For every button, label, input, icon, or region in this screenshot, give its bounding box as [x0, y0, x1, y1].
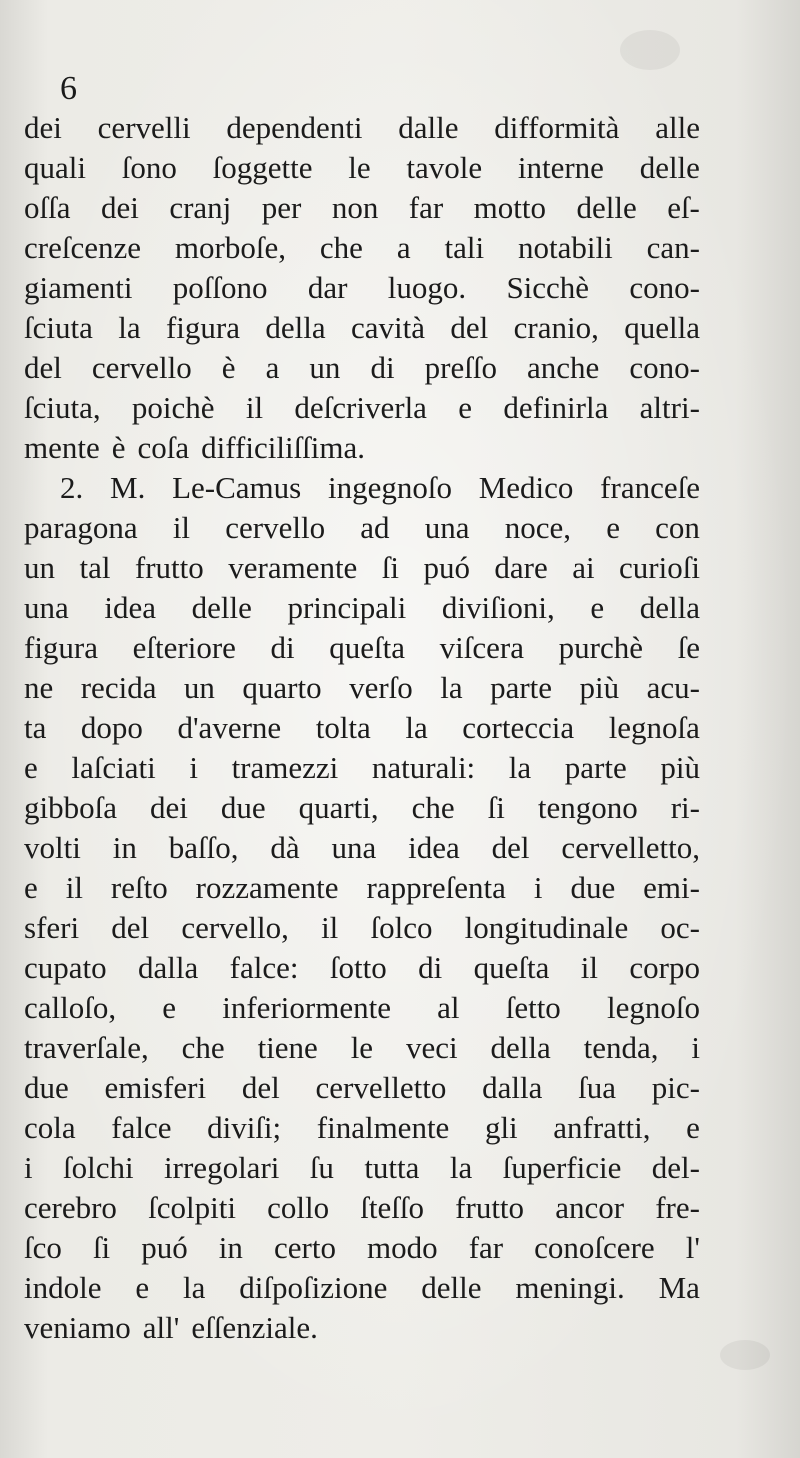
word: altri-	[639, 390, 700, 425]
word: tutta	[364, 1150, 420, 1185]
word: due	[570, 870, 616, 905]
word: un	[24, 550, 55, 585]
word: le	[348, 150, 371, 185]
word: ta	[24, 710, 47, 745]
word: oc-	[660, 910, 700, 945]
word: emisferi	[104, 1070, 207, 1105]
word: la	[449, 1150, 473, 1185]
word: 2.	[60, 470, 84, 505]
word: di	[418, 950, 443, 985]
word: puó	[141, 1230, 188, 1265]
text-line	[24, 668, 700, 708]
text-line	[24, 308, 700, 348]
word: frutto	[455, 1190, 525, 1225]
word: della	[639, 590, 700, 625]
text-line	[24, 548, 700, 588]
word: tali	[444, 230, 485, 265]
word: interne	[517, 150, 604, 185]
word: ſu	[309, 1150, 334, 1185]
word: modo	[367, 1230, 438, 1265]
word: la	[183, 1270, 206, 1305]
word: certo	[273, 1230, 336, 1265]
word: dependenti	[226, 110, 363, 145]
word: rappreſenta	[366, 870, 506, 905]
word: con	[655, 510, 700, 545]
word: noce,	[504, 510, 571, 545]
word: eſteriore	[132, 630, 236, 665]
word: paragona	[24, 510, 138, 545]
word: falce:	[229, 950, 299, 985]
word: è	[111, 430, 126, 465]
word: cupato	[24, 950, 107, 985]
word: un	[309, 350, 341, 385]
text-line	[24, 148, 700, 188]
paper-stain	[720, 1340, 770, 1370]
text-line	[24, 1268, 700, 1308]
word: definirla	[503, 390, 609, 425]
word: ſetto	[505, 990, 561, 1025]
word: cranio,	[513, 310, 599, 345]
word: il	[245, 390, 264, 425]
word: oſſa	[24, 190, 71, 225]
word: e	[162, 990, 177, 1025]
word: della	[490, 1030, 551, 1065]
word: collo	[267, 1190, 330, 1225]
word: più	[579, 670, 620, 705]
word: dopo	[80, 710, 143, 745]
text-line	[24, 588, 700, 628]
word: corpo	[629, 950, 700, 985]
word: ſua	[578, 1070, 616, 1105]
word: del	[241, 1070, 280, 1105]
word: legnoſa	[608, 710, 700, 745]
word: due	[24, 1070, 69, 1105]
word: eſſenziale.	[191, 1310, 318, 1345]
word: tiene	[257, 1030, 318, 1065]
word: delle	[191, 590, 252, 625]
word: dei	[149, 790, 188, 825]
word: una	[24, 590, 69, 625]
word: Medico	[478, 470, 574, 505]
word: cervelletto,	[561, 830, 700, 865]
word: alle	[655, 110, 700, 145]
word: il	[65, 870, 83, 905]
word: cervelli	[97, 110, 191, 145]
word: longitudinale	[464, 910, 629, 945]
word: veramente	[228, 550, 358, 585]
word: un	[183, 670, 215, 705]
text-line	[24, 908, 700, 948]
word: idea	[104, 590, 157, 625]
text-line	[24, 1108, 700, 1148]
word: del-	[651, 1150, 700, 1185]
word: principali	[287, 590, 407, 625]
word: queſta	[473, 950, 550, 985]
word: due	[220, 790, 266, 825]
word: ſe	[677, 630, 700, 665]
text-line	[24, 1148, 700, 1188]
word: idea	[408, 830, 460, 865]
word: di	[370, 350, 395, 385]
word: gli	[484, 1110, 518, 1145]
word: eſ-	[667, 190, 700, 225]
word: l'	[685, 1230, 700, 1265]
word: puó	[423, 550, 470, 585]
text-line	[24, 1228, 700, 1268]
word: ſciuta	[24, 310, 93, 345]
word: al	[437, 990, 460, 1025]
text-line	[24, 708, 700, 748]
word: curioſi	[619, 550, 700, 585]
word: difficiliſſima.	[201, 430, 366, 465]
word: veci	[405, 1030, 458, 1065]
word: reſto	[110, 870, 168, 905]
word: cervello	[225, 510, 326, 545]
word: in	[218, 1230, 243, 1265]
text-line	[24, 1028, 700, 1068]
word: ſcolpiti	[148, 1190, 236, 1225]
word: legnoſo	[607, 990, 700, 1025]
word: tenda,	[583, 1030, 659, 1065]
word: ne	[24, 670, 54, 705]
word: deſcriverla	[294, 390, 427, 425]
word: d'averne	[177, 710, 282, 745]
word: dalla	[138, 950, 199, 985]
word: in	[112, 830, 137, 865]
word: falce	[111, 1110, 172, 1145]
word: ſi	[381, 550, 400, 585]
word: tolta	[315, 710, 371, 745]
word: franceſe	[600, 470, 700, 505]
word: più	[660, 750, 700, 785]
word: i	[691, 1030, 700, 1065]
word: il	[172, 510, 191, 545]
word: recida	[80, 670, 157, 705]
word: dei	[24, 110, 62, 145]
word: can-	[646, 230, 700, 265]
word: parte	[490, 670, 553, 705]
word: del	[24, 350, 62, 385]
word: parte	[564, 750, 627, 785]
word: ingegnoſo	[327, 470, 452, 505]
word: della	[265, 310, 326, 345]
text-line	[24, 988, 700, 1028]
word: diſpoſizione	[239, 1270, 388, 1305]
word: che	[181, 1030, 225, 1065]
word: i	[533, 870, 543, 905]
word: purchè	[558, 630, 643, 665]
text-line	[24, 1188, 700, 1228]
word: luogo.	[387, 270, 467, 305]
word: tengono	[537, 790, 638, 825]
word: quarto	[242, 670, 322, 705]
word: il	[321, 910, 339, 945]
word: M.	[110, 470, 146, 505]
word: diviſioni,	[441, 590, 555, 625]
word: giamenti	[24, 270, 133, 305]
word: figura	[165, 310, 241, 345]
word: dalla	[482, 1070, 543, 1105]
word: motto	[473, 190, 546, 225]
word: sferi	[24, 910, 80, 945]
word: calloſo,	[24, 990, 117, 1025]
word: del	[111, 910, 150, 945]
word: notabili	[518, 230, 613, 265]
word: gibboſa	[24, 790, 117, 825]
word: per	[261, 190, 302, 225]
word: fre-	[655, 1190, 700, 1225]
word: ſolco	[370, 910, 433, 945]
word: cono-	[629, 350, 700, 385]
word: è	[221, 350, 236, 385]
word: che	[319, 230, 363, 265]
text-line	[24, 188, 700, 228]
word: la	[118, 310, 141, 345]
word: del	[450, 310, 489, 345]
word: morboſe,	[174, 230, 286, 265]
word: dar	[307, 270, 348, 305]
word: irregolari	[164, 1150, 280, 1185]
word: acu-	[646, 670, 700, 705]
word: quali	[24, 150, 86, 185]
word: quarti,	[298, 790, 379, 825]
word: cervello	[91, 350, 192, 385]
word: e	[458, 390, 473, 425]
word: quella	[624, 310, 700, 345]
text-line	[24, 388, 700, 428]
word: e	[686, 1110, 700, 1145]
word: Sicchè	[506, 270, 590, 305]
text-line	[24, 748, 700, 788]
word: ai	[572, 550, 595, 585]
word: delle	[421, 1270, 482, 1305]
word: indole	[24, 1270, 102, 1305]
word: baſſo,	[168, 830, 239, 865]
word: all'	[142, 1310, 180, 1345]
word: ſciuta,	[24, 390, 101, 425]
text-line	[24, 228, 700, 268]
word: finalmente	[316, 1110, 450, 1145]
word: delle	[639, 150, 700, 185]
word: queſta	[329, 630, 406, 665]
word: veniamo	[24, 1310, 131, 1345]
word: laſciati	[71, 750, 156, 785]
text-line	[24, 948, 700, 988]
word: rozzamente	[195, 870, 339, 905]
word: delle	[576, 190, 637, 225]
word: che	[411, 790, 455, 825]
word: dare	[494, 550, 548, 585]
text-line	[24, 468, 700, 508]
word: ſi	[487, 790, 505, 825]
text-line	[24, 508, 700, 548]
word: ſco	[24, 1230, 62, 1265]
word: il	[580, 950, 599, 985]
word: ſolchi	[63, 1150, 134, 1185]
text-line	[24, 108, 700, 148]
word: ſi	[92, 1230, 111, 1265]
word: difformità	[494, 110, 620, 145]
word: mente	[24, 430, 100, 465]
word: volti	[24, 830, 81, 865]
word: tavole	[406, 150, 483, 185]
word: naturali:	[371, 750, 476, 785]
word: dalle	[398, 110, 459, 145]
word: frutto	[134, 550, 204, 585]
body-text	[24, 108, 700, 1348]
word: e	[590, 590, 605, 625]
text-line	[24, 268, 700, 308]
word: ſuperficie	[502, 1150, 622, 1185]
word: e	[24, 870, 38, 905]
word: pic-	[651, 1070, 700, 1105]
word: conoſcere	[534, 1230, 655, 1265]
word: Ma	[658, 1270, 700, 1305]
text-line	[24, 1308, 700, 1348]
word: di	[270, 630, 295, 665]
text-line	[24, 628, 700, 668]
word: i	[189, 750, 198, 785]
word: tramezzi	[231, 750, 339, 785]
word: ancor	[555, 1190, 625, 1225]
word: una	[424, 510, 470, 545]
word: anche	[527, 350, 600, 385]
text-line	[24, 788, 700, 828]
word: poichè	[131, 390, 215, 425]
word: Le-Camus	[172, 470, 302, 505]
word: cavità	[351, 310, 426, 345]
word: cranj	[169, 190, 232, 225]
word: preſſo	[424, 350, 497, 385]
word: ad	[360, 510, 390, 545]
word: la	[440, 670, 463, 705]
word: far	[408, 190, 444, 225]
word: la	[508, 750, 532, 785]
text-line	[24, 828, 700, 868]
word: cerebro	[24, 1190, 117, 1225]
word: non	[331, 190, 379, 225]
page-number: 6	[60, 70, 77, 107]
word: anfratti,	[553, 1110, 651, 1145]
word: verſo	[349, 670, 413, 705]
word: far	[468, 1230, 504, 1265]
word: traverſale,	[24, 1030, 149, 1065]
word: e	[135, 1270, 150, 1305]
word: tal	[79, 550, 111, 585]
word: e	[606, 510, 620, 545]
word: ſteſſo	[360, 1190, 424, 1225]
word: figura	[24, 630, 99, 665]
word: diviſi;	[207, 1110, 282, 1145]
word: le	[350, 1030, 374, 1065]
word: cervelletto	[315, 1070, 447, 1105]
word: poſſono	[172, 270, 268, 305]
word: dei	[100, 190, 139, 225]
text-line	[24, 348, 700, 388]
word: inferiormente	[222, 990, 391, 1025]
word: ſotto	[329, 950, 387, 985]
word: coſa	[137, 430, 190, 465]
text-line	[24, 1068, 700, 1108]
word: ri-	[670, 790, 700, 825]
text-line	[24, 868, 700, 908]
word: una	[331, 830, 377, 865]
word: cono-	[629, 270, 700, 305]
word: corteccia	[462, 710, 575, 745]
word: a	[265, 350, 280, 385]
word: cervello,	[181, 910, 289, 945]
word: i	[24, 1150, 33, 1185]
word: e	[24, 750, 38, 785]
word: del	[491, 830, 530, 865]
word: creſcenze	[24, 230, 141, 265]
word: a	[396, 230, 411, 265]
text-line	[24, 428, 700, 468]
word: ſoggette	[212, 150, 313, 185]
word: meningi.	[515, 1270, 625, 1305]
word: viſcera	[439, 630, 524, 665]
word: ſono	[121, 150, 177, 185]
word: emi-	[643, 870, 700, 905]
word: dà	[270, 830, 300, 865]
word: la	[405, 710, 428, 745]
paper-stain	[620, 30, 680, 70]
word: cola	[24, 1110, 76, 1145]
